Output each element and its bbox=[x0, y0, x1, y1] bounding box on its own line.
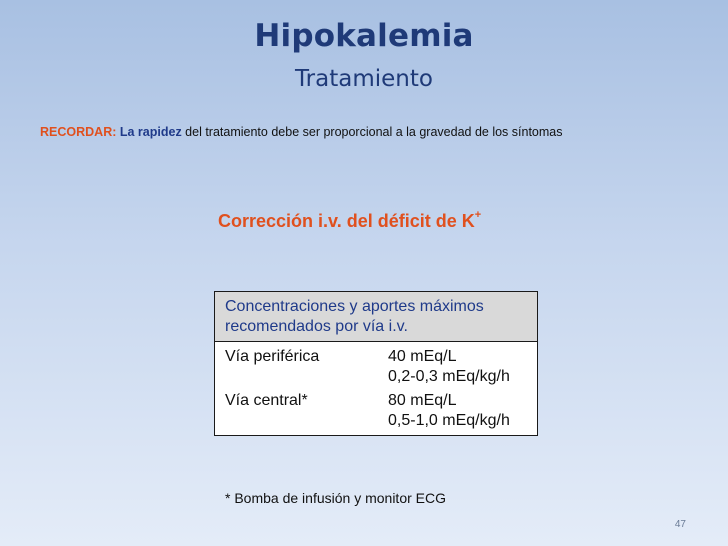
value-rate: 0,2-0,3 mEq/kg/h bbox=[388, 368, 510, 385]
route-central-values bbox=[388, 391, 527, 431]
page-number: 47 bbox=[674, 519, 686, 530]
footnote: * Bomba de infusión y monitor ECG bbox=[225, 490, 446, 506]
heading-text: Corrección i.v. del déficit de K bbox=[218, 211, 475, 231]
remember-label: RECORDAR: bbox=[40, 125, 117, 139]
value-concentration: 80 mEq/L bbox=[388, 392, 457, 409]
remember-emphasis: La rapidez bbox=[119, 125, 182, 139]
slide-title: Hipokalemia bbox=[254, 18, 474, 54]
remember-text: del tratamiento debe ser proporcional a la gravedad de los síntomas bbox=[181, 125, 563, 139]
value-rate: 0,5-1,0 mEq/kg/h bbox=[388, 412, 510, 429]
table-header-line-2: recomendados por vía i.v. bbox=[225, 318, 408, 335]
route-central: Vía central* bbox=[225, 392, 308, 409]
slide-subtitle: Tratamiento bbox=[295, 66, 433, 92]
section-heading bbox=[218, 211, 481, 232]
remember-note bbox=[40, 125, 562, 139]
table-row bbox=[215, 389, 537, 435]
dosage-table bbox=[214, 291, 538, 436]
route-peripheral-values bbox=[388, 347, 527, 387]
heading-superscript: + bbox=[474, 209, 482, 221]
route-peripheral: Vía periférica bbox=[225, 348, 320, 365]
table-header bbox=[215, 292, 537, 342]
table-header-line-1: Concentraciones y aportes máximos bbox=[225, 298, 484, 315]
table-row bbox=[215, 342, 537, 389]
value-concentration: 40 mEq/L bbox=[388, 348, 457, 365]
